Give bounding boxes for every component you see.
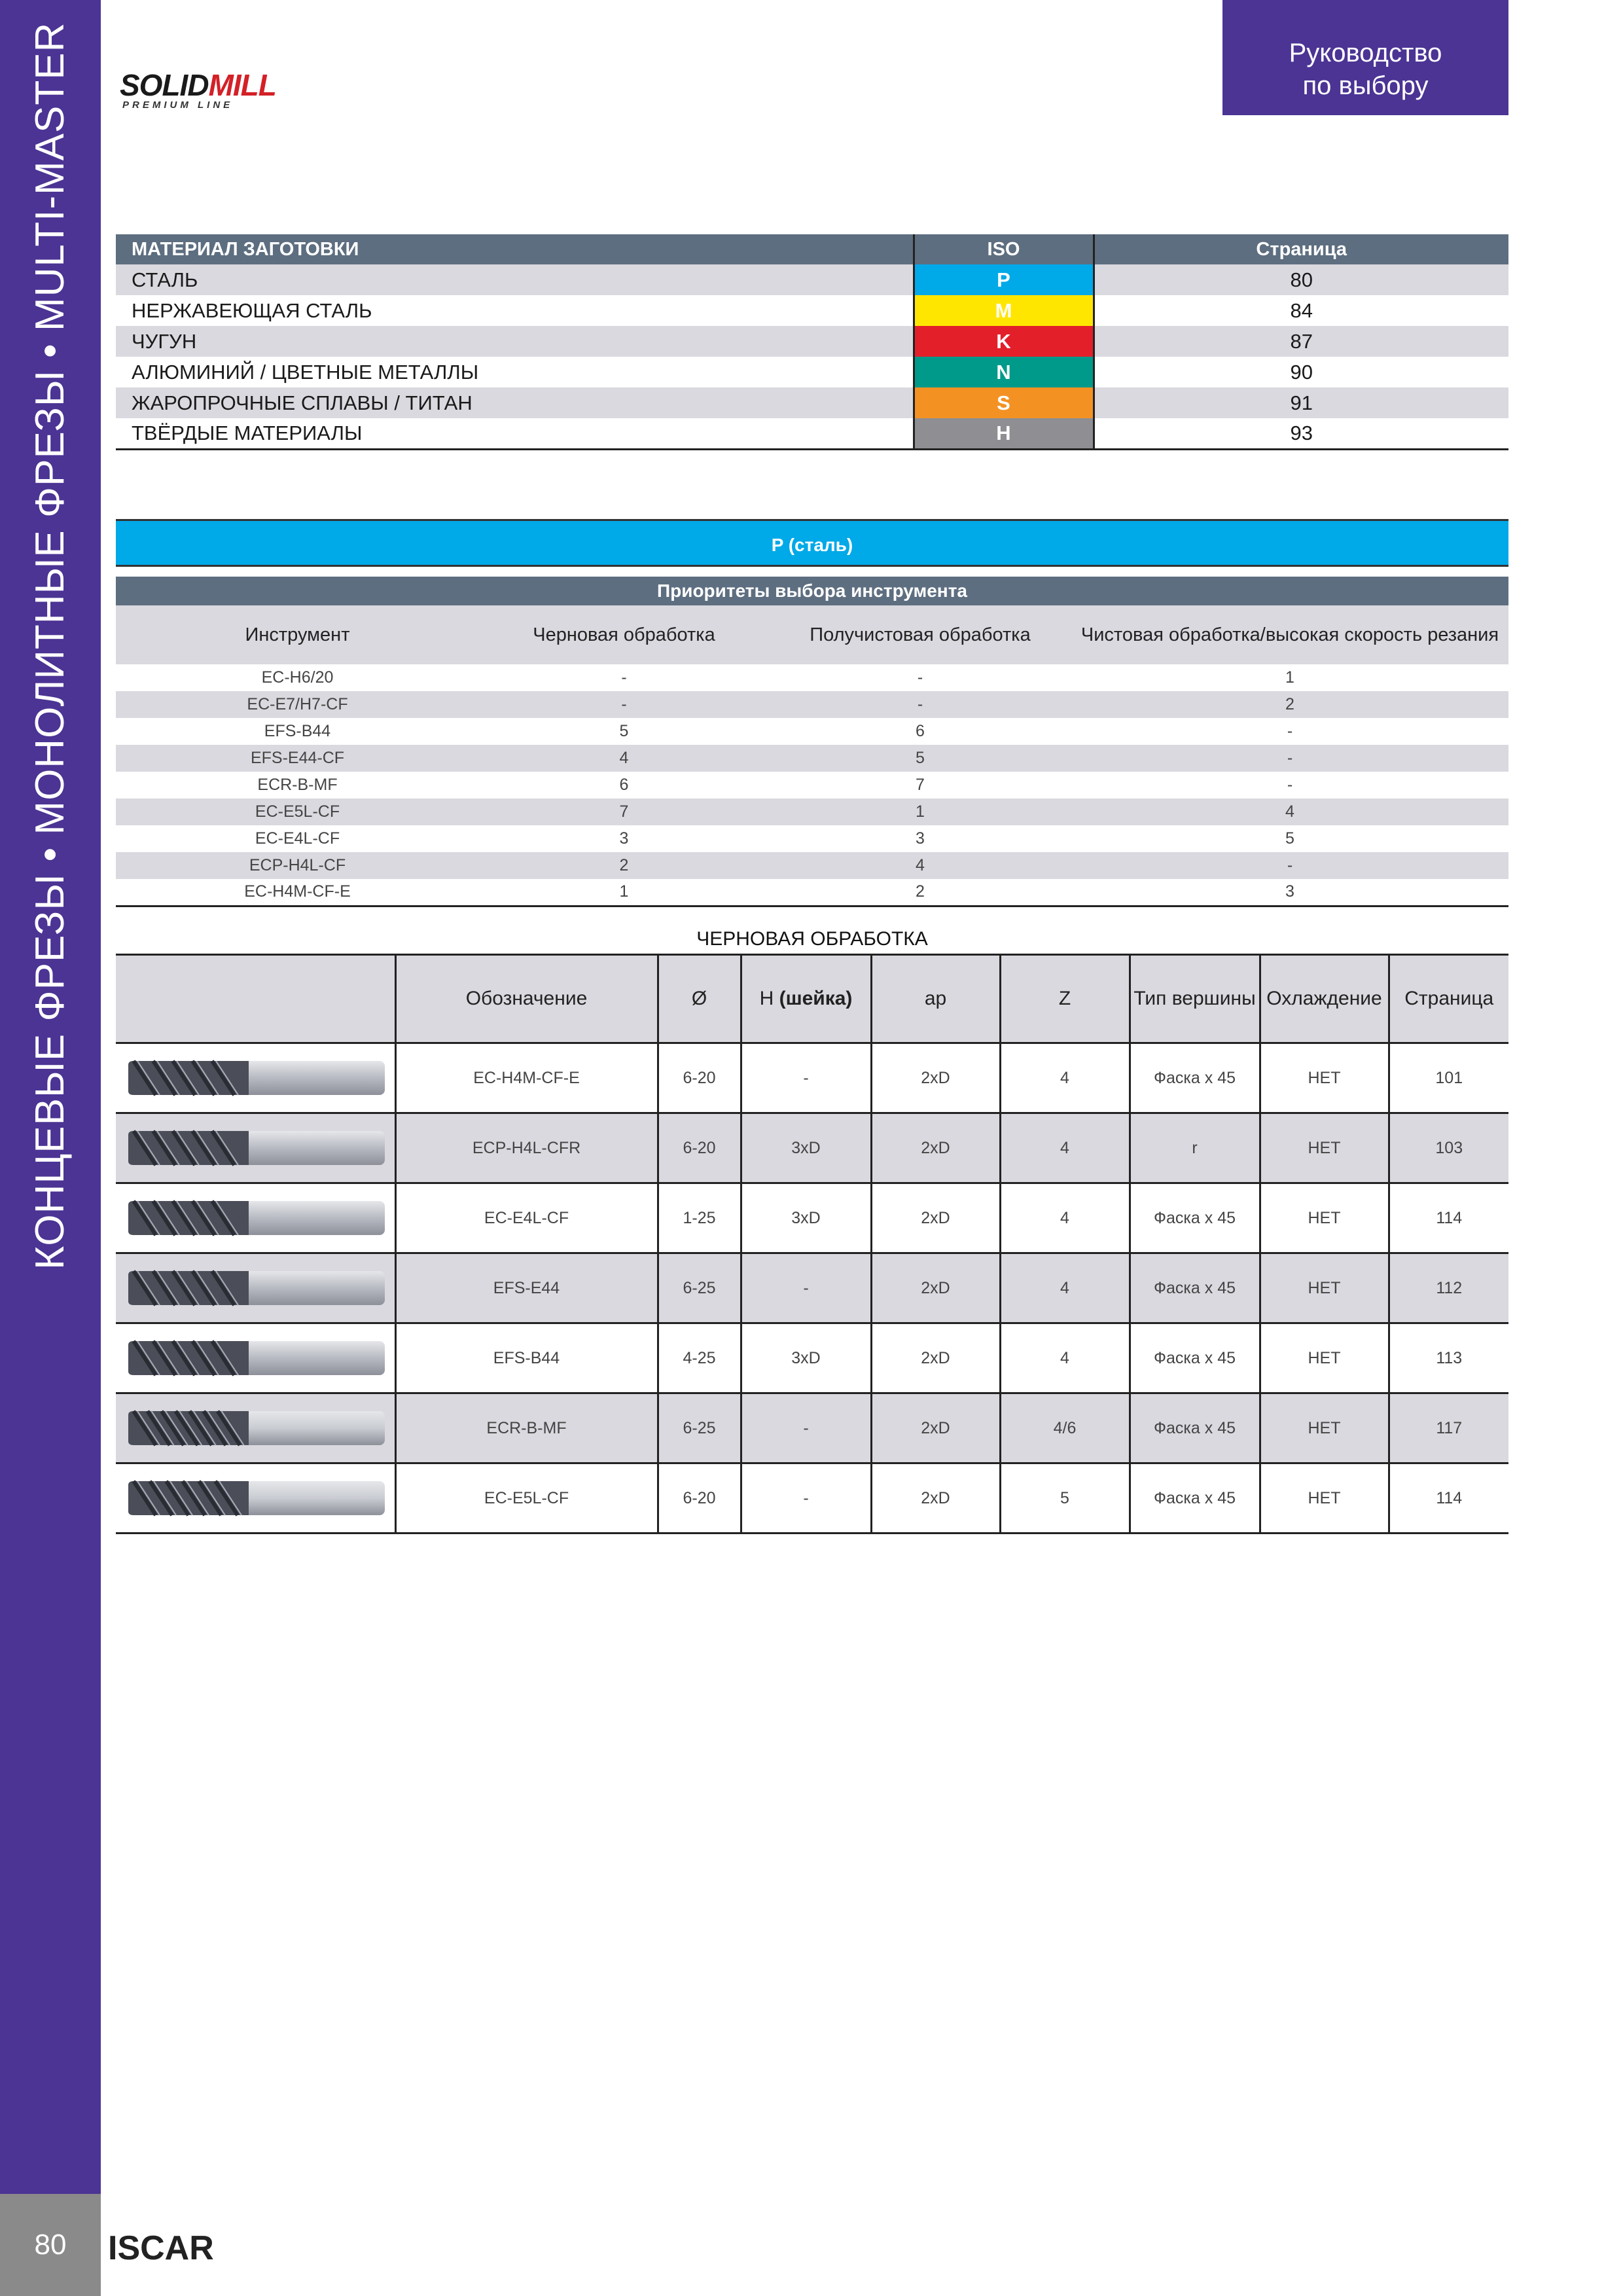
tool-name: EC-E7/H7-CF (116, 691, 479, 718)
tool-row (116, 1113, 1508, 1183)
semifinish-priority: 2 (769, 879, 1071, 906)
end-mill-icon (124, 1266, 386, 1310)
roughing-priority: 3 (479, 825, 769, 852)
tool-diameter: 6-20 (658, 1463, 741, 1534)
logo-text-solid: SOLID (120, 68, 209, 102)
priority-title: Приоритеты выбора инструмента (116, 577, 1508, 605)
tool-coolant: НЕТ (1260, 1253, 1389, 1323)
page-header: Страница (1094, 234, 1508, 264)
iso-header: ISO (914, 234, 1094, 264)
tool-diameter: 6-25 (658, 1393, 741, 1463)
iso-badge: P (914, 264, 1094, 295)
priority-table (116, 577, 1508, 907)
finish-priority: - (1071, 852, 1508, 879)
finish-priority: - (1071, 745, 1508, 772)
tool-ap: 2xD (871, 1113, 1000, 1183)
tool-coolant: НЕТ (1260, 1393, 1389, 1463)
tool-page: 101 (1389, 1043, 1508, 1113)
tool-flutes: 4 (1000, 1043, 1130, 1113)
end-mill-icon (124, 1126, 386, 1170)
col-designation: Обозначение (395, 955, 658, 1043)
tool-tip-type: Фаска x 45 (1130, 1323, 1260, 1393)
iso-badge: H (914, 418, 1094, 449)
tool-tip-type: Фаска x 45 (1130, 1043, 1260, 1113)
tool-flutes: 4 (1000, 1113, 1130, 1183)
col-neck (741, 955, 871, 1043)
tool-row (116, 1043, 1508, 1113)
tool-designation: EC-H4M-CF-E (395, 1043, 658, 1113)
end-mill-icon (124, 1196, 386, 1240)
tool-image (116, 1323, 395, 1393)
priority-row (116, 772, 1508, 798)
tool-diameter: 6-20 (658, 1113, 741, 1183)
material-row (116, 387, 1508, 418)
tool-page: 103 (1389, 1113, 1508, 1183)
priority-row (116, 852, 1508, 879)
material-name: ТВЁРДЫЕ МАТЕРИАЛЫ (116, 418, 914, 449)
tool-name: ECP-H4L-CF (116, 852, 479, 879)
material-page: 84 (1094, 295, 1508, 326)
guide-line-2: по выбору (1302, 71, 1429, 100)
material-row (116, 357, 1508, 387)
semifinish-priority: 4 (769, 852, 1071, 879)
tool-ap: 2xD (871, 1463, 1000, 1534)
col-diameter: Ø (658, 955, 741, 1043)
semifinish-priority: 1 (769, 798, 1071, 825)
material-page: 80 (1094, 264, 1508, 295)
tool-neck: - (741, 1393, 871, 1463)
tool-name: ECR-B-MF (116, 772, 479, 798)
iso-badge: S (914, 387, 1094, 418)
neck-h: H (759, 988, 774, 1009)
col-roughing: Черновая обработка (479, 605, 769, 664)
tool-neck: - (741, 1463, 871, 1534)
tool-image (116, 1393, 395, 1463)
material-header: МАТЕРИАЛ ЗАГОТОВКИ (116, 234, 914, 264)
tool-name: EC-E5L-CF (116, 798, 479, 825)
tool-image (116, 1043, 395, 1113)
logo-subtitle: PREMIUM LINE (122, 99, 234, 111)
priority-row (116, 691, 1508, 718)
tool-diameter: 4-25 (658, 1323, 741, 1393)
tool-page: 112 (1389, 1253, 1508, 1323)
p-steel-banner: P (сталь) (116, 519, 1508, 567)
priority-row (116, 718, 1508, 745)
material-page: 93 (1094, 418, 1508, 449)
priority-row (116, 879, 1508, 906)
end-mill-icon (124, 1406, 386, 1450)
tool-name: EFS-B44 (116, 718, 479, 745)
roughing-priority: 6 (479, 772, 769, 798)
material-name: ЧУГУН (116, 326, 914, 357)
material-name: ЖАРОПРОЧНЫЕ СПЛАВЫ / ТИТАН (116, 387, 914, 418)
roughing-priority: 1 (479, 879, 769, 906)
semifinish-priority: 3 (769, 825, 1071, 852)
tool-diameter: 1-25 (658, 1183, 741, 1253)
tool-neck: - (741, 1253, 871, 1323)
page-number: 80 (0, 2194, 101, 2296)
tool-designation: EC-E5L-CF (395, 1463, 658, 1534)
col-z: Z (1000, 955, 1130, 1043)
finish-priority: - (1071, 718, 1508, 745)
tool-row (116, 1183, 1508, 1253)
material-page: 90 (1094, 357, 1508, 387)
tool-neck: 3xD (741, 1183, 871, 1253)
tool-row (116, 1323, 1508, 1393)
semifinish-priority: 6 (769, 718, 1071, 745)
tool-name: EC-E4L-CF (116, 825, 479, 852)
iso-badge: N (914, 357, 1094, 387)
tool-tip-type: Фаска x 45 (1130, 1463, 1260, 1534)
tool-tip-type: Фаска x 45 (1130, 1393, 1260, 1463)
side-bar (0, 0, 101, 2296)
end-mill-icon (124, 1476, 386, 1520)
end-mill-icon (124, 1056, 386, 1100)
finish-priority: 1 (1071, 664, 1508, 691)
material-name: НЕРЖАВЕЮЩАЯ СТАЛЬ (116, 295, 914, 326)
tool-row (116, 1393, 1508, 1463)
col-image (116, 955, 395, 1043)
col-finish: Чистовая обработка/высокая скорость резания (1071, 605, 1508, 664)
tool-designation: ECR-B-MF (395, 1393, 658, 1463)
col-tip-type: Тип вершины (1130, 955, 1260, 1043)
solidmill-logo (120, 68, 290, 111)
brand-name: ISCAR (108, 2229, 214, 2267)
tool-tip-type: r (1130, 1113, 1260, 1183)
roughing-priority: 7 (479, 798, 769, 825)
roughing-title: ЧЕРНОВАЯ ОБРАБОТКА (696, 928, 928, 950)
tool-ap: 2xD (871, 1043, 1000, 1113)
material-table (116, 234, 1508, 450)
tool-image (116, 1463, 395, 1534)
finish-priority: - (1071, 772, 1508, 798)
tool-designation: EC-E4L-CF (395, 1183, 658, 1253)
tool-row (116, 1253, 1508, 1323)
tool-flutes: 4 (1000, 1323, 1130, 1393)
end-mill-icon (124, 1336, 386, 1380)
tool-page: 113 (1389, 1323, 1508, 1393)
roughing-priority: - (479, 691, 769, 718)
tool-coolant: НЕТ (1260, 1183, 1389, 1253)
material-page: 87 (1094, 326, 1508, 357)
tool-diameter: 6-20 (658, 1043, 741, 1113)
tool-neck: 3xD (741, 1113, 871, 1183)
tool-image (116, 1113, 395, 1183)
tool-ap: 2xD (871, 1253, 1000, 1323)
tool-tip-type: Фаска x 45 (1130, 1253, 1260, 1323)
tool-image (116, 1183, 395, 1253)
material-name: СТАЛЬ (116, 264, 914, 295)
col-page: Страница (1389, 955, 1508, 1043)
semifinish-priority: 5 (769, 745, 1071, 772)
tool-coolant: НЕТ (1260, 1463, 1389, 1534)
iso-badge: M (914, 295, 1094, 326)
material-row (116, 418, 1508, 449)
material-page: 91 (1094, 387, 1508, 418)
priority-row (116, 798, 1508, 825)
finish-priority: 2 (1071, 691, 1508, 718)
tool-page: 117 (1389, 1393, 1508, 1463)
tool-name: EC-H4M-CF-E (116, 879, 479, 906)
tool-tip-type: Фаска x 45 (1130, 1183, 1260, 1253)
priority-row (116, 745, 1508, 772)
tool-coolant: НЕТ (1260, 1043, 1389, 1113)
tool-name: EFS-E44-CF (116, 745, 479, 772)
tool-flutes: 4 (1000, 1253, 1130, 1323)
tool-page: 114 (1389, 1183, 1508, 1253)
priority-row (116, 825, 1508, 852)
tool-ap: 2xD (871, 1393, 1000, 1463)
tool-coolant: НЕТ (1260, 1113, 1389, 1183)
roughing-table (116, 954, 1508, 1534)
tool-ap: 2xD (871, 1323, 1000, 1393)
roughing-priority: 5 (479, 718, 769, 745)
tool-designation: EFS-E44 (395, 1253, 658, 1323)
priority-row (116, 664, 1508, 691)
tool-flutes: 5 (1000, 1463, 1130, 1534)
neck-label: (шейка) (779, 988, 853, 1009)
finish-priority: 3 (1071, 879, 1508, 906)
roughing-priority: 2 (479, 852, 769, 879)
tool-diameter: 6-25 (658, 1253, 741, 1323)
tool-ap: 2xD (871, 1183, 1000, 1253)
tool-neck: 3xD (741, 1323, 871, 1393)
iso-badge: K (914, 326, 1094, 357)
finish-priority: 4 (1071, 798, 1508, 825)
guide-line-1: Руководство (1289, 39, 1442, 67)
material-row (116, 264, 1508, 295)
tool-designation: EFS-B44 (395, 1323, 658, 1393)
tool-neck: - (741, 1043, 871, 1113)
tool-designation: ECP-H4L-CFR (395, 1113, 658, 1183)
col-coolant: Охлаждение (1260, 955, 1389, 1043)
tool-image (116, 1253, 395, 1323)
roughing-priority: 4 (479, 745, 769, 772)
logo-text-mill: MILL (208, 68, 276, 102)
tool-coolant: НЕТ (1260, 1323, 1389, 1393)
semifinish-priority: - (769, 664, 1071, 691)
tool-flutes: 4 (1000, 1183, 1130, 1253)
material-row (116, 326, 1508, 357)
col-semifinish: Получистовая обработка (769, 605, 1071, 664)
tool-page: 114 (1389, 1463, 1508, 1534)
tool-row (116, 1463, 1508, 1534)
col-ap: ap (871, 955, 1000, 1043)
selection-guide-tab (1222, 0, 1508, 115)
semifinish-priority: 7 (769, 772, 1071, 798)
section-title: КОНЦЕВЫЕ ФРЕЗЫ • МОНОЛИТНЫЕ ФРЕЗЫ • MULTI-MASTER (27, 22, 73, 1270)
roughing-priority: - (479, 664, 769, 691)
semifinish-priority: - (769, 691, 1071, 718)
material-name: АЛЮМИНИЙ / ЦВЕТНЫЕ МЕТАЛЛЫ (116, 357, 914, 387)
finish-priority: 5 (1071, 825, 1508, 852)
col-tool: Инструмент (116, 605, 479, 664)
tool-flutes: 4/6 (1000, 1393, 1130, 1463)
tool-name: EC-H6/20 (116, 664, 479, 691)
material-row (116, 295, 1508, 326)
